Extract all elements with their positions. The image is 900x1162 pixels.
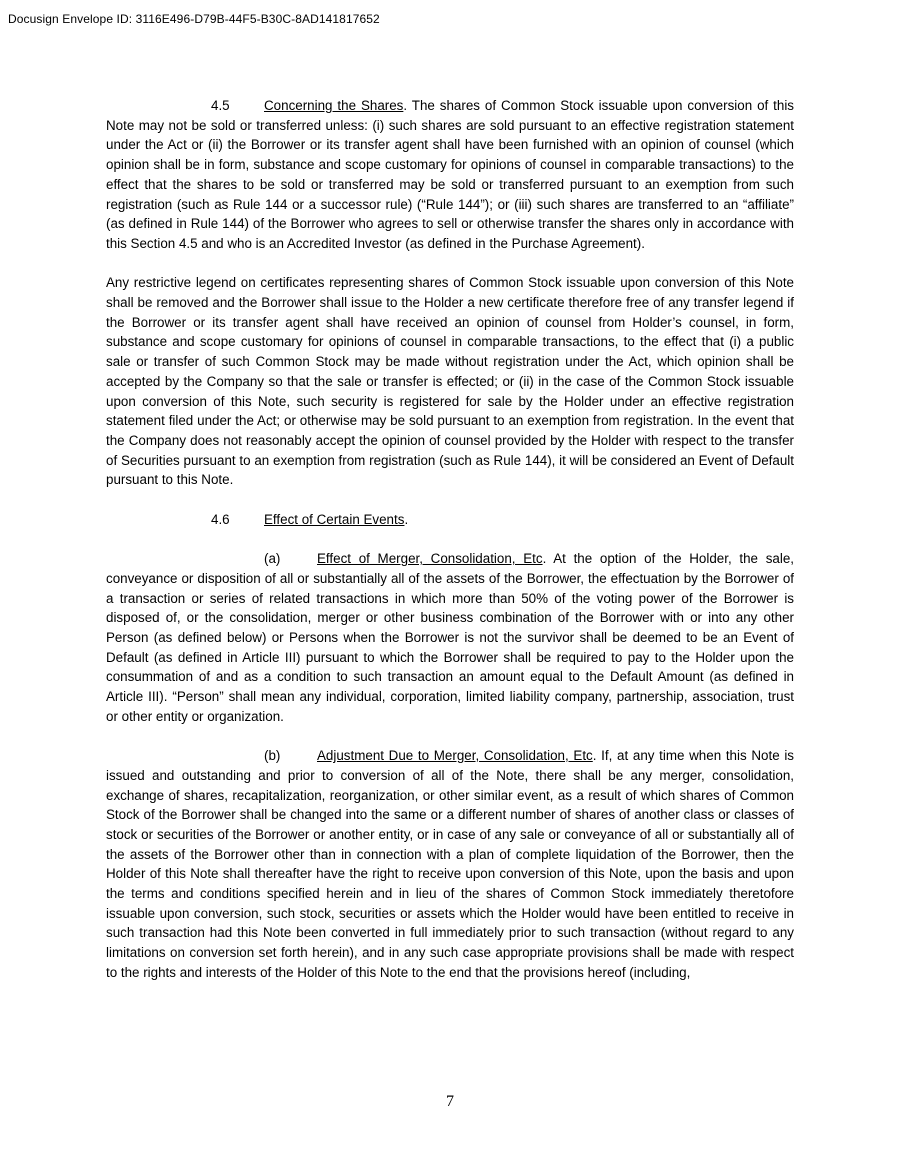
section-4-6-a-label: (a) bbox=[264, 551, 281, 567]
page-number: 7 bbox=[446, 1093, 454, 1110]
section-4-6-number: 4.6 bbox=[211, 511, 230, 527]
section-4-5-paragraph bbox=[106, 96, 794, 254]
section-4-6-a-title: Effect of Merger, Consolidation, Etc bbox=[317, 551, 543, 567]
section-4-6-a-body: . At the option of the Holder, the sale, conveyance or disposition of all or substantially all of the assets of the Borrower, the effectuation by the Borrower of a transaction or series of related transactions in which more than 50% of the voting power of the Borrower is disposed of, or the consolidation, merger or other business combination of the Borrower with or into any other Person (as defined below) or Persons when the Borrower is not the survivor shall be deemed to be an Event of Default (as defined in Article III) pursuant to which the Borrower shall be required to pay to the Holder upon the consummation of and as a condition to such transaction an amount equal to the Default Amount (as defined in Article III). “Person” shall mean any individual, corporation, limited liability company, partnership, association, trust or other entity or organization. bbox=[106, 551, 794, 724]
section-4-6-b-label: (b) bbox=[264, 748, 281, 764]
section-4-6-a-paragraph bbox=[106, 549, 794, 726]
section-4-5-body: . The shares of Common Stock issuable upon conversion of this Note may not be sold or transferred unless: (i) such shares are sold pursuant to an effective registration statement under the Act or (ii) the Borrower or its transfer agent shall have been furnished with an opinion of counsel (which opinion shall be in form, substance and scope customary for opinions of counsel in comparable transactions) to the effect that the shares to be sold or transferred may be sold or transferred pursuant to an exemption from such registration (such as Rule 144 or a successor rule) (“Rule 144”); or (iii) such shares are transferred to an “affiliate” (as defined in Rule 144) of the Borrower who agrees to sell or otherwise transfer the shares only in accordance with this Section 4.5 and who is an Accredited Investor (as defined in the Purchase Agreement). bbox=[106, 98, 794, 251]
section-4-6-b-body: . If, at any time when this Note is issued and outstanding and prior to conversion of all of the Note, there shall be any merger, consolidation, exchange of shares, recapitalization, reorganization, or other similar event, as a result of which shares of Common Stock of the Borrower shall be changed into the same or a different number of shares of another class or classes of stock or securities of the Borrower or another entity, or in case of any sale or conveyance of all or substantially all of the assets of the Borrower other than in connection with a plan of complete liquidation of the Borrower, then the Holder of this Note shall thereafter have the right to receive upon conversion of this Note, upon the basis and upon the terms and conditions specified herein and in lieu of the shares of Common Stock immediately theretofore issuable upon conversion, such stock, securities or assets which the Holder would have been entitled to receive in such transaction had this Note been converted in full immediately prior to such transaction (without regard to any limitations on conversion set forth herein), and in any such case appropriate provisions shall be made with respect to the rights and interests of the Holder of this Note to the end that the provisions hereof (including, bbox=[106, 748, 794, 980]
docusign-envelope-id: Docusign Envelope ID: 3116E496-D79B-44F5-B30C-8AD141817652 bbox=[8, 12, 380, 26]
section-4-6-title: Effect of Certain Events bbox=[264, 511, 405, 527]
section-4-6-title-end: . bbox=[404, 511, 409, 527]
section-4-5-title: Concerning the Shares bbox=[264, 98, 404, 113]
section-4-5-number: 4.5 bbox=[211, 98, 230, 113]
section-4-6-b-paragraph bbox=[106, 746, 794, 982]
document-body bbox=[106, 96, 794, 983]
section-4-5-legend-paragraph: Any restrictive legend on certificates representing shares of Common Stock issuable upon conversion of this Note shall be removed and the Borrower shall issue to the Holder a new certificate therefore free of any transfer legend if the Borrower or its transfer agent shall have received an opinion of counsel from Holder’s counsel, in form, substance and scope customary for opinions of counsel in comparable transactions, to the effect that (i) a public sale or transfer of such Common Stock may be made without registration under the Act, which opinion shall be accepted by the Company so that the sale or transfer is effected; or (ii) in the case of the Common Stock issuable upon conversion of this Note, such security is registered for sale by the Holder under an effective registration statement filed under the Act; or otherwise may be sold pursuant to an exemption from registration. In the event that the Company does not reasonably accept the opinion of counsel provided by the Holder with respect to the transfer of Securities pursuant to an exemption from registration (such as Rule 144), it will be considered an Event of Default pursuant to this Note. bbox=[106, 275, 794, 488]
section-4-6-heading bbox=[106, 510, 794, 530]
section-4-6-b-title: Adjustment Due to Merger, Consolidation, Etc bbox=[317, 748, 593, 764]
